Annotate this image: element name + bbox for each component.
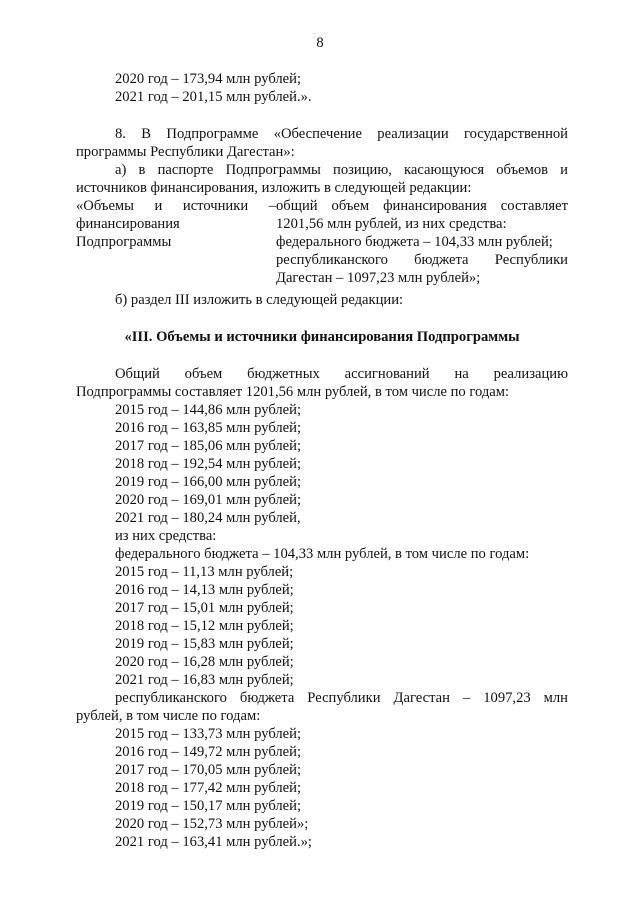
year-line: 2020 год – 169,01 млн рублей;: [115, 492, 302, 508]
year-line: 2016 год – 149,72 млн рублей;: [115, 744, 302, 760]
item-a-line: а) в паспорте Подпрограммы позицию, касающуюся объемов и: [115, 162, 568, 178]
year-line: 2016 год – 163,85 млн рублей;: [115, 420, 302, 436]
passport-label: «Объемы и источники – финансирования Подпрограммы: [76, 198, 276, 250]
federal-line: федерального бюджета – 104,33 млн рублей, в том числе по годам:: [115, 546, 530, 562]
of-which-line: из них средства:: [115, 528, 217, 544]
passport-value: общий объем финансирования составляет 1201,56 млн рублей, из них средства: федерального бюджета – 104,33 млн рублей; республиканского бюджета Республики Дагестан – 1097,23 млн рублей»;: [276, 198, 568, 286]
passport-table: [76, 197, 568, 287]
year-line: 2020 год – 173,94 млн рублей;: [115, 71, 302, 87]
year-line: 2019 год – 15,83 млн рублей;: [115, 636, 294, 652]
year-line: 2018 год – 192,54 млн рублей;: [115, 456, 302, 472]
year-line: 2019 год – 150,17 млн рублей;: [115, 798, 302, 814]
total-line: Подпрограммы составляет 1201,56 млн рублей, в том числе по годам:: [76, 384, 510, 400]
year-line: 2018 год – 177,42 млн рублей;: [115, 780, 302, 796]
year-line: 2021 год – 201,15 млн рублей.».: [115, 89, 312, 105]
republic-line: рублей, в том числе по годам:: [76, 708, 261, 724]
year-line: 2015 год – 133,73 млн рублей;: [115, 726, 302, 742]
item-8-line: программы Республики Дагестан»:: [76, 144, 295, 160]
year-line: 2017 год – 185,06 млн рублей;: [115, 438, 302, 454]
year-line: 2015 год – 11,13 млн рублей;: [115, 564, 294, 580]
year-line: 2017 год – 15,01 млн рублей;: [115, 600, 294, 616]
section-heading: «III. Объемы и источники финансирования Подпрограммы: [124, 329, 520, 345]
year-line: 2021 год – 163,41 млн рублей.»;: [115, 834, 312, 850]
item-a-line: источников финансирования, изложить в следующей редакции:: [76, 180, 472, 196]
year-line: 2019 год – 166,00 млн рублей;: [115, 474, 302, 490]
year-line: 2018 год – 15,12 млн рублей;: [115, 618, 294, 634]
item-8-line: 8. В Подпрограмме «Обеспечение реализации государственной: [115, 126, 568, 142]
republic-line: республиканского бюджета Республики Дагестан – 1097,23 млн: [115, 690, 568, 706]
page-number: 8: [316, 35, 324, 51]
year-line: 2021 год – 16,83 млн рублей;: [115, 672, 294, 688]
year-line: 2020 год – 16,28 млн рублей;: [115, 654, 294, 670]
year-line: 2016 год – 14,13 млн рублей;: [115, 582, 294, 598]
year-line: 2015 год – 144,86 млн рублей;: [115, 402, 302, 418]
total-line: Общий объем бюджетных ассигнований на реализацию: [115, 366, 568, 382]
year-line: 2020 год – 152,73 млн рублей»;: [115, 816, 309, 832]
item-b-line: б) раздел III изложить в следующей редакции:: [115, 292, 404, 308]
document-body: [76, 70, 568, 851]
year-line: 2017 год – 170,05 млн рублей;: [115, 762, 302, 778]
year-line: 2021 год – 180,24 млн рублей,: [115, 510, 301, 526]
